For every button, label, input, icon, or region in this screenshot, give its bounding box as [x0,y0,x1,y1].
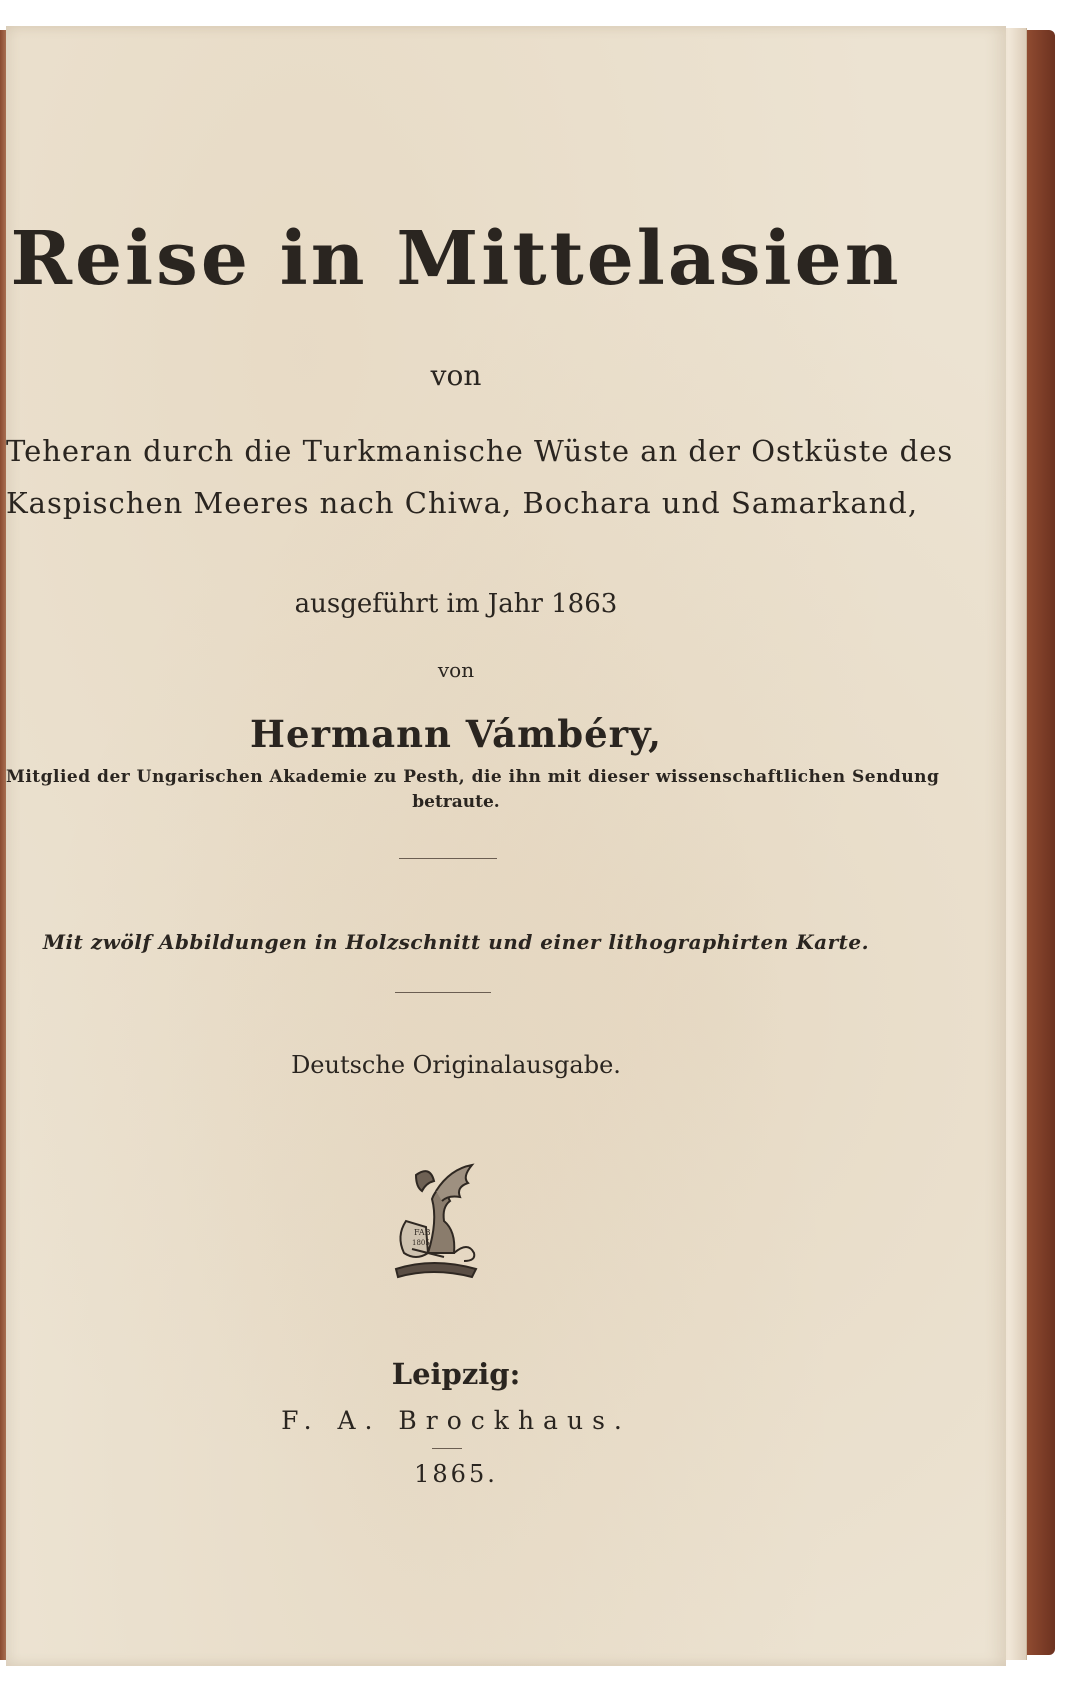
divider-rule [399,858,497,859]
griffin-publisher-mark-icon [376,1161,491,1281]
svg-text:FAB: FAB [414,1228,431,1237]
subtitle-line-1: Teheran durch die Turkmanische Wüste an der Ostküste des [6,434,954,468]
author-note-line-2: betraute. [412,792,500,812]
by-text: von [430,359,482,392]
by-text-author: von [437,658,475,682]
performed-year-line: ausgeführt im Jahr 1863 [294,589,618,619]
svg-text:1805: 1805 [412,1239,430,1247]
illustrations-note: Mit zwölf Abbildungen in Holzschnitt und einer lithographirten Karte. [42,930,870,954]
publication-place: Leipzig: [391,1357,521,1391]
divider-rule [395,992,491,993]
edition-note: Deutsche Originalausgabe. [291,1051,621,1079]
publication-year: 1865. [414,1460,498,1488]
subtitle-line-2: Kaspischen Meeres nach Chiwa, Bochara und Samarkand, [6,486,919,520]
book-title: Reise in Mittelasien [10,216,902,302]
publisher-name: F. A. Brockhaus. [281,1406,631,1435]
author-note-line-1: Mitglied der Ungarischen Akademie zu Pesth, die ihn mit dieser wissenschaftlichen Sendung [6,767,940,787]
author-name: Hermann Vámbéry, [250,712,662,756]
title-page [6,26,1006,1666]
divider-rule-short [432,1448,462,1449]
